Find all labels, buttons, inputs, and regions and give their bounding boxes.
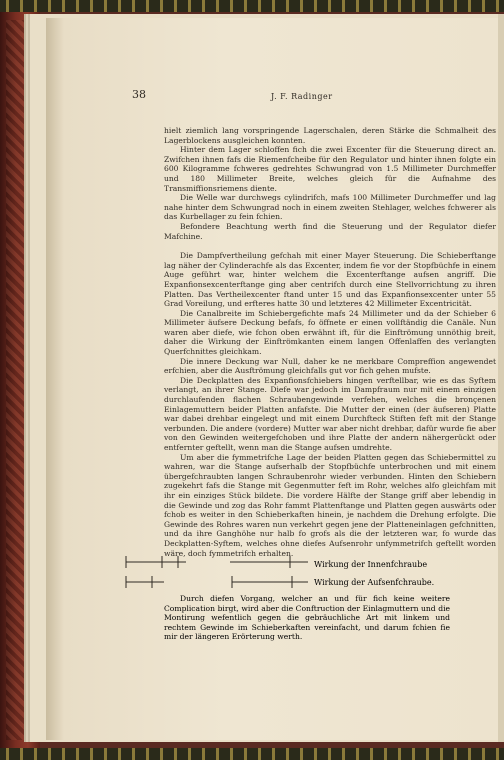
paragraph: hielt ziemlich lang vorspringende Lagerschalen, deren Stärke die Schmalheit des Lagerblockens ausgleichen konnten. [164,126,496,145]
page-right-edge [498,14,504,742]
binding-band-bottom [0,748,504,760]
figure-label-outer: Wirkung der Aufsenfchraube. [314,578,435,587]
paragraph: Hinter dem Lager schloffen fich die zwei Excenter für die Steuerung direct an. Zwifchen ihnen fafs die Riemenfcheibe für den Regulator und hinter ihnen folgte ein 600 Kilogramme fchweres gedrehtes Schwungrad von 1.5 Millimeter Durchmeffer und 180 Millimeter Breite, welches gleich für die Aufnahme des Transmiffionsriemens diente. [164,145,496,193]
figure-label-inner: Wirkung der Innenfchraube [314,560,428,569]
body-text [164,126,496,558]
screw-diagram [124,552,456,598]
binding-band-top [0,0,504,12]
paragraph: Durch diefen Vorgang, welcher an und für fich keine weitere Complication birgt, wird aber die Conftruction der Einlagmuttern und die Montirung wefentlich gegen die gebräuchliche Art mit linkem und rechtem Gewinde im Schieberkaften vereinfacht, und darum fchien fie mir der längeren Erörterung werth. [164,594,450,642]
paragraph: Die Dampfvertheilung gefchah mit einer Mayer Steuerung. Die Schieberftange lag näher der Cylinderachfe als das Excenter, indem fie vor der Stopfbüchfe in einem Auge geführt war, hinter welchem die Excenterftange aufsen angriff. Die Expanfionsexcenterftange ging aber centrifch durch eine Stellvorrichtung zu ihren Platten. Das Vertheilexcenter ftand unter 15 und das Expanfionsexcenter unter 55 Grad Voreilung, und erfteres hatte 30 und letzteres 42 Millimeter Excentricität. [164,251,496,309]
paragraph: Um aber die fymmetrifche Lage der beiden Platten gegen das Schiebermittel zu wahren, war die Stange aufserhalb der Stopfbüchfe unterbrochen und mit einem übergefchraubten langen Schraubenrohr wieder verbunden. Hinten den Schiebern zugekehrt fafs die Stange mit Gegenmutter feft im Rohr, welches alfo gleichfam mit ihr ein einziges Stück bildete. Die vordere Hälfte der Stange griff aber lebendig in die Gewinde und zog das Rohr fammt Plattenftange und Platten gegen auswärts oder fchob es weiter in den Schieberkaften hinein, je nachdem die Drehung erfolgte. Die Gewinde des Rohres waren nun verkehrt gegen jene der Platteneinlagen gefchnitten, und da ihre Ganghöhe nur halb fo grofs als die der letzteren war, fo wurde das Deckplatten-Syftem, welches ohne diefes Aufsenrohr unfymmetrifch geftellt worden wäre, doch fymmetrifch erhalten. [164,452,496,558]
closing-text [164,594,450,642]
paragraph: Die Canalbreite im Schiebergefichte mafs 24 Millimeter und da der Schieber 6 Millimeter äufsere Deckung befafs, fo öffnete er einen vollftändig die Canäle. Nun waren aber diefe, wie fchon oben erwähnt ift, für die Einftrömung unnöthig breit, daher die Wirkung der Einftrömkanten einem langen Offenlaffen des verlangten Querfchnittes gleichkam. [164,308,496,357]
cover-marbled-pattern [6,20,32,740]
paragraph: Befondere Beachtung werth find die Steuerung und der Regulator diefer Mafchine. [164,221,496,241]
paragraph: Die innere Deckung war Null, daher ke ne merkbare Compreffion angewendet erfchien, aber die Ausftrömung gleichfalls gut vor fich gehen mufste. [164,356,496,376]
screw-diagram-svg [124,552,314,596]
paragraph: Die Deckplatten des Expanfionsfchiebers hingen verftellbar, wie es das Syftem verlangt, an ihrer Stange. Diefe war jedoch im Dampfraum nur mit einem einzigen durchlaufenden flachen Schraubengewinde verfehen, welches die bronçenen Einlagemuttern beider Platten anfafste. Die Mutter der einen (der äufseren) Platte war dabei drehbar eingelegt und mit einem Durchfteck Stiften feft mit der Stange verbunden. Die andere (vordere) Mutter war aber nicht drehbar, dafür wurde fie aber von den Gewinden weitergefchoben und ihre Platte der andern nähergerückt oder entfernter geftellt, wenn man die Stange aufsen umdrehte. [164,375,496,452]
running-head: J. F. Radinger [271,92,333,101]
paragraph: Die Welle war durchwegs cylindrifch, mafs 100 Millimeter Durchmeffer und lag nahe hinter dem Schwungrad noch in einem zweiten Stehlager, welches fchwerer als das Kurbellager zu fein fchien. [164,193,496,222]
page-number: 38 [132,88,146,101]
